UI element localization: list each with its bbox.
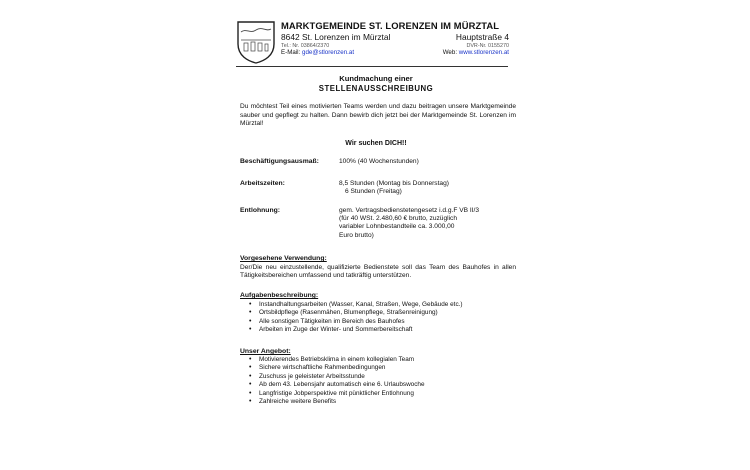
municipality-name: MARKTGEMEINDE ST. LORENZEN IM MÜRZTAL — [281, 20, 500, 31]
intended-use-text: Der/Die neu einzustellende, qualifizierte Bedienstete soll das Team des Bauhofes in allen Tätigkeitsbereichen umfassend und tatkräftig unterstützen. — [240, 264, 516, 280]
list-item: • Ab dem 43. Lebensjahr automatisch eine 6. Urlaubswoche — [240, 381, 520, 389]
dvr-number: DVR-Nr. 0155270 — [466, 43, 509, 49]
address-city: 8642 St. Lorenzen im Mürztal — [281, 32, 391, 42]
offer-list — [240, 356, 520, 406]
salary-line: variabler Lohnbestandteile ca. 3.000,00 — [339, 223, 455, 231]
header-divider — [236, 66, 508, 67]
intended-use-heading: Vorgesehene Verwendung: — [240, 255, 327, 262]
list-item: • Motivierendes Betriebsklima in einem kollegialen Team — [240, 356, 520, 364]
list-item: • Zahlreiche weitere Benefits — [240, 398, 520, 406]
working-hours-line: 8,5 Stunden (Montag bis Donnerstag) — [339, 180, 449, 187]
announcement-title: Kundmachung einer — [339, 74, 413, 83]
salary-line: (für 40 WSt. 2.480,60 € brutto, zuzüglich — [339, 215, 458, 223]
phone-number: Tel.: Nr. 03864/2370 — [281, 43, 330, 49]
address-street: Hauptstraße 4 — [455, 32, 509, 42]
job-posting-title: STELLENAUSSCHREIBUNG — [318, 84, 434, 93]
web-line — [443, 49, 509, 56]
email-line — [281, 49, 354, 56]
working-hours-line: 6 Stunden (Freitag) — [345, 188, 402, 196]
salary-line: gem. Vertragsbedienstetengesetz i.d.g.F VB II/3 — [339, 207, 480, 214]
email-label: E-Mail: — [281, 49, 301, 56]
list-item: • Ortsbildpflege (Rasenmähen, Blumenpflege, Straßenreinigung) — [240, 309, 520, 317]
working-hours-value — [339, 180, 449, 196]
employment-scope-label: Beschäftigungsausmaß: — [240, 158, 319, 165]
list-item: • Langfristige Jobperspektive mit pünktlicher Entlohnung — [240, 390, 520, 398]
we-are-looking-heading: Wir suchen DICH!! — [345, 140, 407, 147]
letterhead-text — [281, 20, 509, 56]
list-item: • Zuschuss je geleisteter Arbeitsstunde — [240, 373, 520, 381]
list-item: • Arbeiten im Zuge der Winter- und Sommerbereitschaft — [240, 326, 520, 334]
tasks-heading: Aufgabenbeschreibung: — [240, 292, 319, 299]
list-item: • Instandhaltungsarbeiten (Wasser, Kanal, Straßen, Wege, Gebäude etc.) — [240, 301, 520, 309]
offer-heading: Unser Angebot: — [240, 348, 291, 355]
letterhead — [236, 16, 508, 66]
salary-value — [339, 207, 479, 240]
web-label: Web: — [442, 49, 458, 56]
email-link[interactable]: gde@stlorenzen.at — [302, 49, 355, 56]
intro-paragraph: Du möchtest Teil eines motivierten Teams werden und dazu beitragen unsere Marktgemeinde sauber und gepflegt zu halten. Dann bewirb dich jetzt bei der Marktgemeinde St. Lorenzen im Mürztal! — [240, 103, 516, 128]
salary-label: Entlohnung: — [240, 207, 281, 214]
salary-line: Euro brutto) — [339, 231, 374, 239]
list-item: • Alle sonstigen Tätigkeiten im Bereich des Bauhofes — [240, 318, 520, 326]
list-item: • Sichere wirtschaftliche Rahmenbedingungen — [240, 364, 520, 372]
municipal-crest-icon — [236, 20, 276, 64]
web-link[interactable]: www.stlorenzen.at — [458, 49, 509, 56]
working-hours-label: Arbeitszeiten: — [240, 180, 285, 187]
tasks-list — [240, 301, 520, 335]
employment-scope-value: 100% (40 Wochenstunden) — [339, 158, 419, 165]
